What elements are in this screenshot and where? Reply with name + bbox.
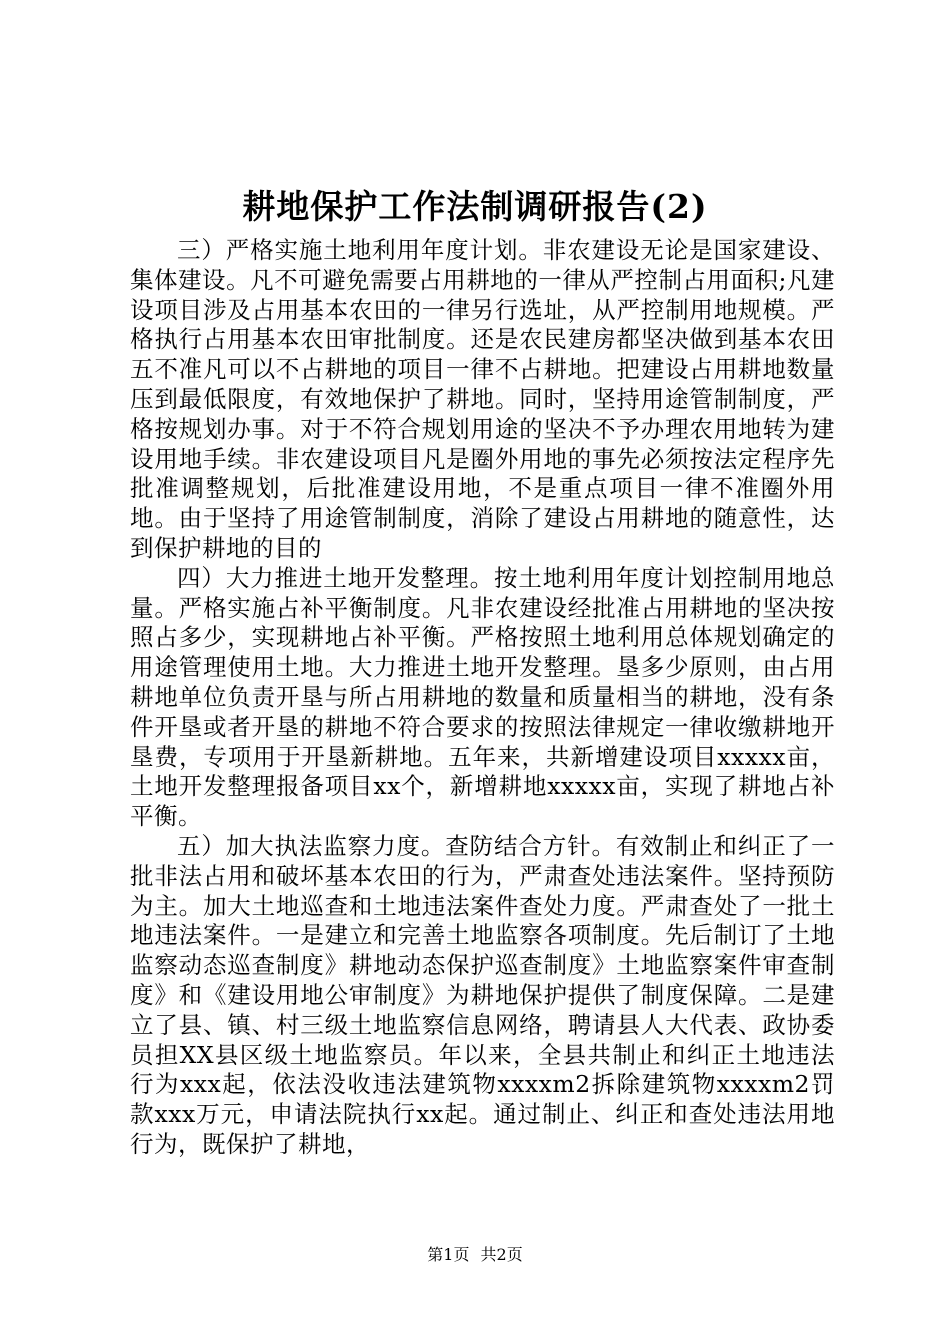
page-total: 共2页 — [480, 1245, 523, 1264]
paragraph-section-3: 三）严格实施土地利用年度计划。非农建设无论是国家建设、集体建设。凡不可避免需要占用耕地的一律从严控制占用面积;凡建设项目涉及占用基本农田的一律另行选址，从严控制用地规模。严格执行占用基本农田审批制度。还是农民建房都坚决做到基本农田五不准凡可以不占耕地的项目一律不占耕地。把建设占用耕地数量压到最低限度，有效地保护了耕地。同时，坚持用途管制制度，严格按规划办事。对于不符合规划用途的坚决不予办理农用地转为建设用地手续。非农建设项目凡是圈外用地的事先必须按法定程序先批准调整规划，后批准建设用地，不是重点项目一律不准圈外用地。由于坚持了用途管制制度，消除了建设占用耕地的随意性，达到保护耕地的目的 — [130, 236, 835, 562]
page-footer — [0, 1244, 950, 1266]
paragraph-section-5: 五）加大执法监察力度。查防结合方针。有效制止和纠正了一批非法占用和破坏基本农田的行为，严肃查处违法案件。坚持预防为主。加大土地巡查和土地违法案件查处力度。严肃查处了一批土地违法案件。一是建立和完善土地监察各项制度。先后制订了土地监察动态巡查制度》耕地动态保护巡查制度》土地监察案件审查制度》和《建设用地公审制度》为耕地保护提供了制度保障。二是建立了县、镇、村三级土地监察信息网络，聘请县人大代表、政协委员担XX县区级土地监察员。年以来，全县共制止和纠正土地违法行为xxx起，依法没收违法建筑物xxxxm2拆除建筑物xxxxm2罚款xxx万元，申请法院执行xx起。通过制止、纠正和查处违法用地行为，既保护了耕地， — [130, 831, 835, 1158]
document-body — [130, 236, 835, 1160]
paragraph-section-4: 四）大力推进土地开发整理。按土地利用年度计划控制用地总量。严格实施占补平衡制度。凡非农建设经批准占用耕地的坚决按照占多少，实现耕地占补平衡。严格按照土地利用总体规划确定的用途管理使用土地。大力推进土地开发整理。垦多少原则，由占用耕地单位负责开垦与所占用耕地的数量和质量相当的耕地，没有条件开垦或者开垦的耕地不符合要求的按照法律规定一律收缴耕地开垦费，专项用于开垦新耕地。五年来，共新增建设项目xxxxx亩，土地开发整理报备项目xx个，新增耕地xxxxx亩，实现了耕地占补平衡。 — [130, 563, 835, 831]
document-title: 耕地保护工作法制调研报告(2) — [242, 187, 708, 226]
page-number: 第1页 — [427, 1245, 470, 1264]
